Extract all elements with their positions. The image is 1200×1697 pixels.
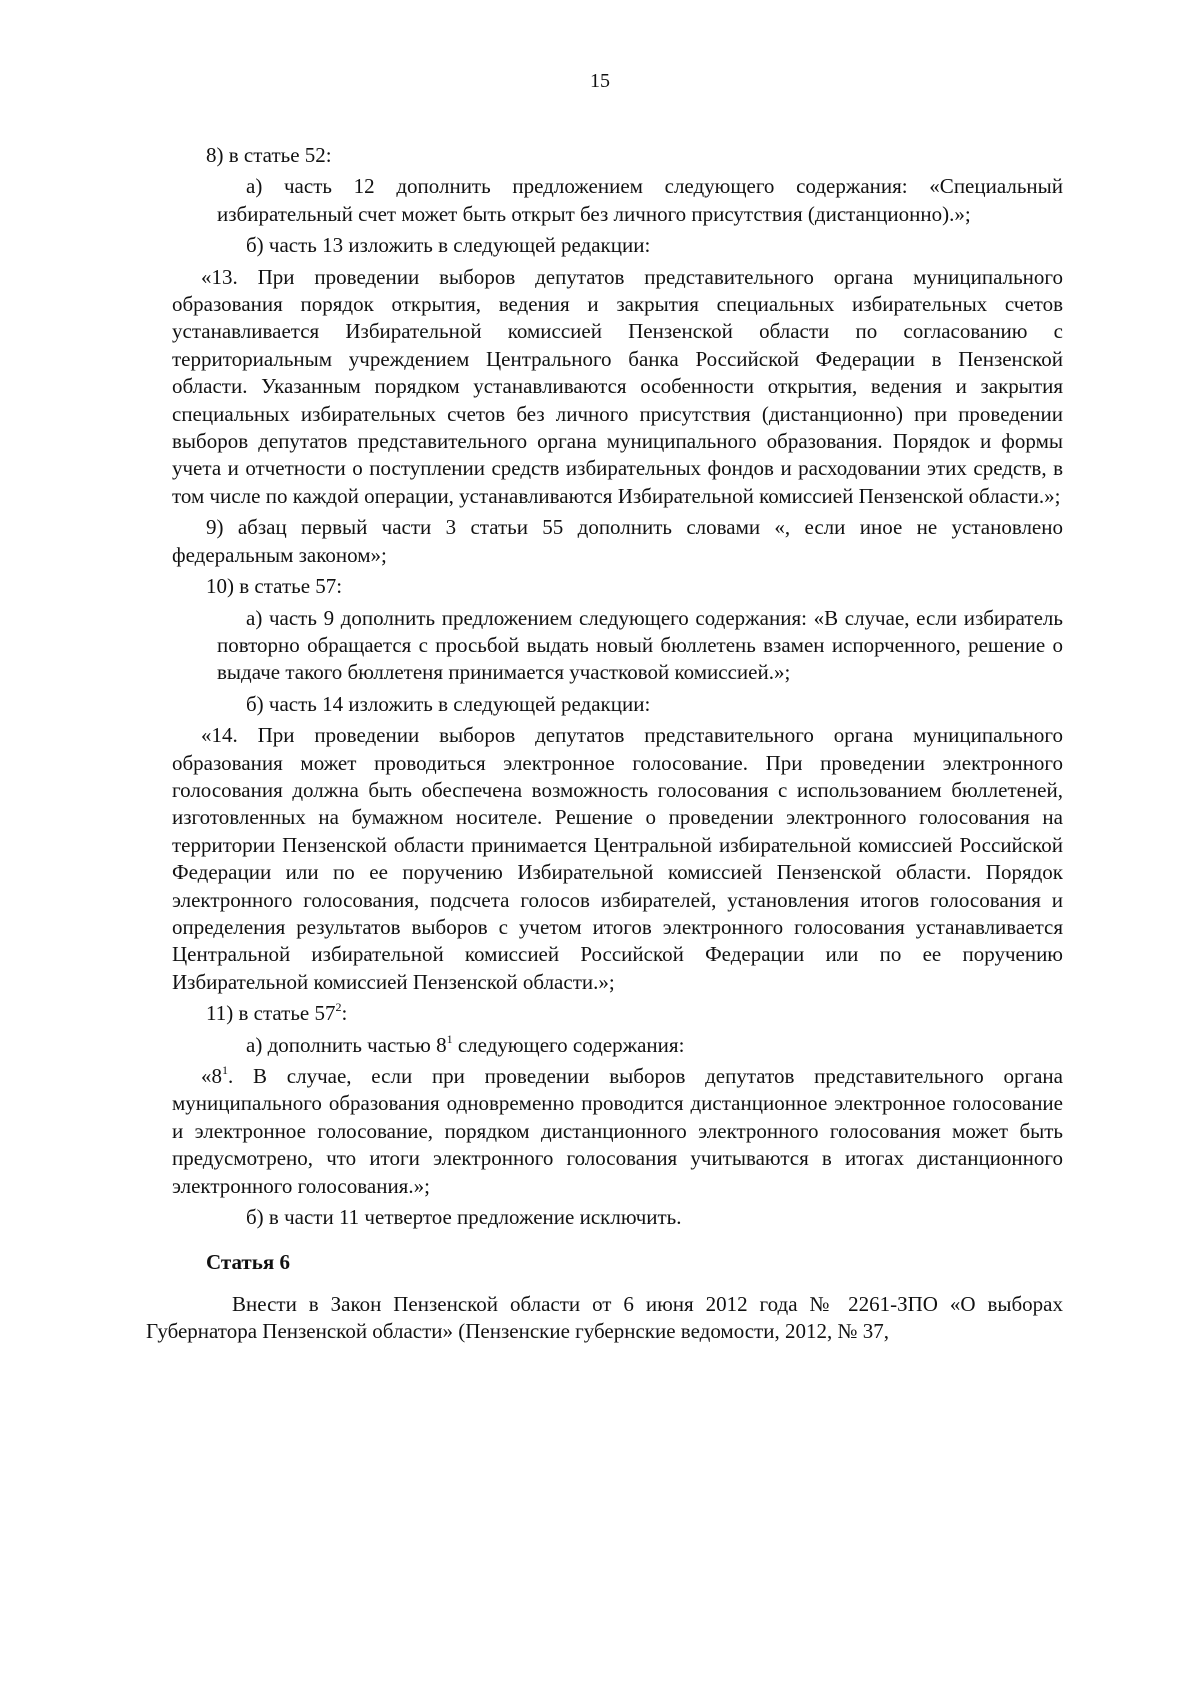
superscript: 1	[222, 1063, 228, 1077]
document-body	[146, 142, 1063, 1350]
paragraph	[172, 1000, 1063, 1027]
paragraph: «13. При проведении выборов депутатов представительного органа муниципального образования порядок открытия, ведения и закрытия специальных избирательных счетов устанавливается Избирательной комиссией Пензенской области по согласованию с территориальным учреждением Центрального банка Российской Федерации в Пензенской области. Указанным порядком устанавливаются особенности открытия, ведения и закрытия специальных избирательных счетов без личного присутствия (дистанционно) при проведении выборов депутатов представительного органа муниципального образования. Порядок и формы учета и отчетности о поступлении средств избирательных фондов и расходовании этих средств, в том числе по каждой операции, устанавливаются Избирательной комиссией Пензенской области.»;	[172, 264, 1063, 508]
paragraph-text: . В случае, если при проведении выборов депутатов представительного органа муниципального образования одновременно проводится дистанционное электронное голосование и электронное голосование, порядком дистанционного электронного голосования может быть предусмотрено, что итоги электронного голосования учитываются в итогах дистанционного электронного голосования.»;	[172, 1064, 1063, 1198]
paragraph-text: следующего содержания:	[452, 1032, 685, 1057]
paragraph	[172, 1032, 1063, 1059]
paragraph: 9) абзац первый части 3 статьи 55 дополнить словами «, если иное не установлено федеральным законом»;	[172, 515, 1063, 567]
paragraph: а) часть 12 дополнить предложением следующего содержания: «Специальный избирательный счет может быть открыт без личного присутствия (дистанционно).»;	[217, 174, 1063, 226]
paragraph-text: :	[341, 1001, 348, 1026]
paragraph	[172, 1063, 1063, 1200]
superscript: 2	[335, 1000, 342, 1015]
paragraph: «14. При проведении выборов депутатов представительного органа муниципального образования может проводиться электронное голосование. При проведении электронного голосования должна быть обеспечена возможность голосования с использованием бюллетеней, изготовленных на бумажном носителе. Решение о проведении электронного голосования на территории Пензенской области принимается Центральной избирательной комиссией Российской Федерации или по ее поручению Избирательной комиссией Пензенской области. Порядок электронного голосования, подсчета голосов избирателей, установления итогов голосования и определения результатов выборов с учетом итогов электронного голосования устанавливается Центральной избирательной комиссией Российской Федерации или по ее поручению Избирательной комиссией Пензенской области.»;	[172, 723, 1063, 994]
paragraph-text: 11) в статье 57	[206, 1001, 336, 1026]
paragraph-text: «8	[201, 1064, 222, 1088]
paragraph: а) часть 9 дополнить предложением следующего содержания: «В случае, если избиратель повторно обращается с просьбой выдать новый бюллетень взамен испорченного, решение о выдаче такого бюллетеня принимается участковой комиссией.»;	[217, 605, 1063, 685]
superscript: 1	[446, 1031, 453, 1046]
paragraph: б) часть 14 изложить в следующей редакции:	[246, 691, 651, 716]
paragraph: 10) в статье 57:	[206, 574, 343, 599]
paragraph: 8) в статье 52:	[206, 143, 332, 167]
article-heading: Статья 6	[206, 1250, 290, 1275]
paragraph: б) в части 11 четвертое предложение исключить.	[246, 1205, 682, 1230]
paragraph: б) часть 13 изложить в следующей редакции:	[246, 233, 651, 258]
paragraph-text: а) дополнить частью 8	[246, 1032, 447, 1057]
page-number: 15	[590, 70, 610, 92]
paragraph: Внести в Закон Пензенской области от 6 июня 2012 года № 2261-ЗПО «О выборах Губернатора Пензенской области» (Пензенские губернские ведомости, 2012, № 37,	[146, 1291, 1063, 1344]
